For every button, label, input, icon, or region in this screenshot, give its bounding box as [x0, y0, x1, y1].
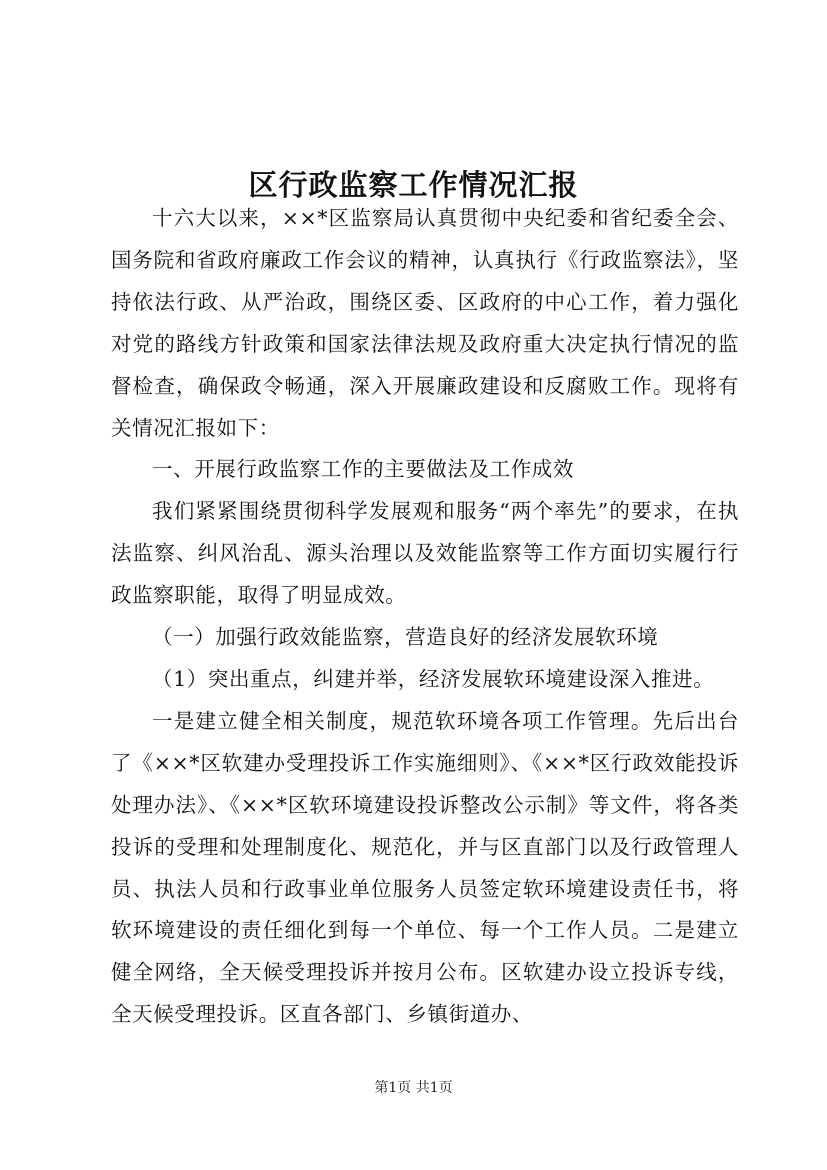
- document-body: [111, 198, 739, 1036]
- paragraph-intro: 十六大以来，××*区监察局认真贯彻中央纪委和省纪委全会、国务院和省政府廉政工作会议的精神，认真执行《行政监察法》，坚持依法行政、从严治政，围绕区委、区政府的中心工作，着力强化对党的路线方针政策和国家法律法规及政府重大决定执行情况的监督检查，确保政令畅通，深入开展廉政建设和反腐败工作。现将有关情况汇报如下：: [111, 206, 739, 440]
- page-number: 第1页 共1页: [374, 1080, 453, 1096]
- item-heading-1: （1）突出重点，纠建并举，经济发展软环境建设深入推进。: [152, 666, 715, 691]
- subsection-heading-1: （一）加强行政效能监察，营造良好的经济发展软环境: [152, 625, 659, 650]
- paragraph-details: 一是建立健全相关制度，规范软环境各项工作管理。先后出台了《××*区软建办受理投诉工作实施细则》、《××*区行政效能投诉处理办法》、《××*区软环境建设投诉整改公示制》等文件，将各类投诉的受理和处理制度化、规范化，并与区直部门以及行政管理人员、执法人员和行政事业单位服务人员签定软环境建设责任书，将软环境建设的责任细化到每一个单位、每一个工作人员。二是建立健全网络，全天候受理投诉并按月公布。区软建办设立投诉专线，全天候受理投诉。区直各部门、乡镇街道办、: [111, 708, 739, 1027]
- paragraph-summary: 我们紧紧围绕贯彻科学发展观和服务“两个率先”的要求，在执法监察、纠风治乱、源头治理以及效能监察等工作方面切实履行行政监察职能，取得了明显成效。: [111, 499, 739, 608]
- section-heading-1: 一、开展行政监察工作的主要做法及工作成效: [152, 457, 574, 482]
- document-title: 区行政监察工作情况汇报: [248, 168, 579, 203]
